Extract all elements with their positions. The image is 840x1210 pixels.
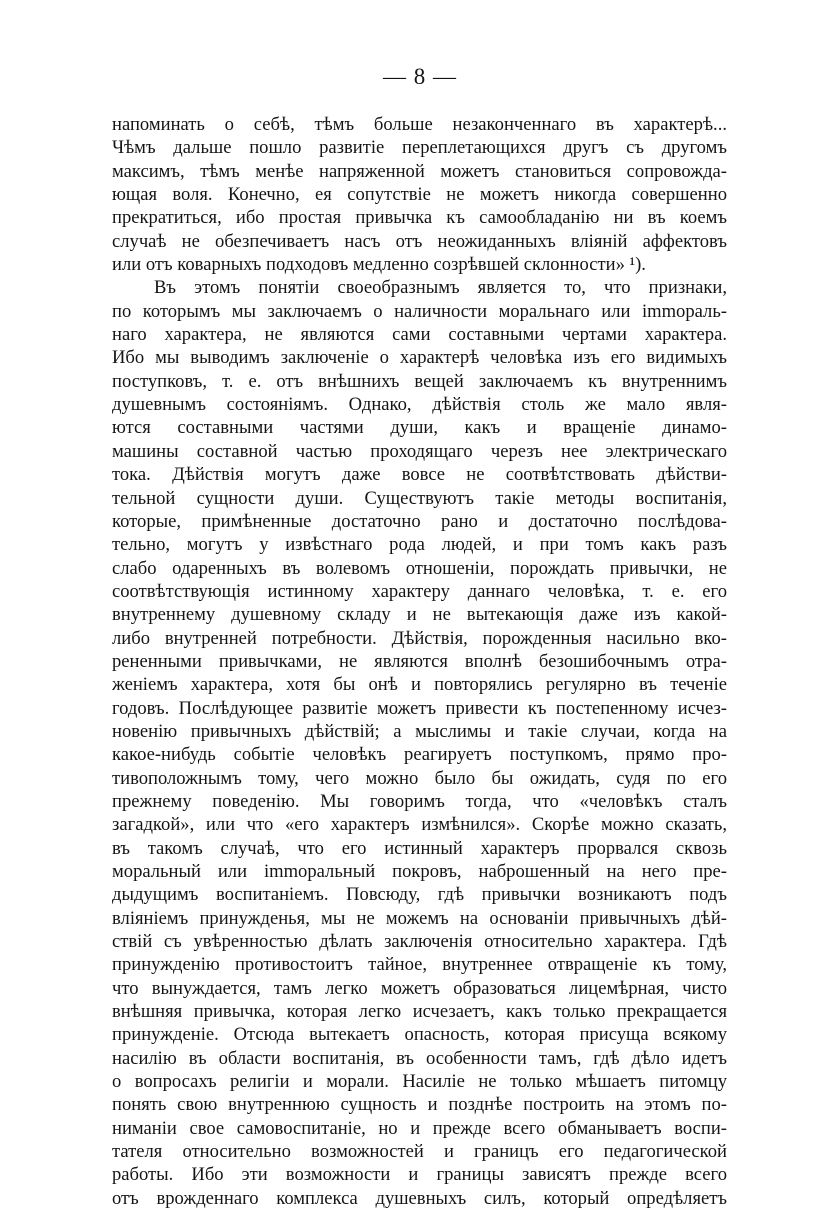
text-line: работы. Ибо эти возможности и границы зависятъ прежде всего <box>112 1164 727 1186</box>
text-line: рененными привычками, не являются вполнѣ безошибочнымъ отра- <box>112 650 727 672</box>
text-line: ствій съ увѣренностью дѣлать заключенія относительно характера. Гдѣ <box>112 931 727 953</box>
text-line: какое-нибудь событіе человѣкъ реагируетъ поступкомъ, прямо про- <box>112 744 727 766</box>
text-line: Чѣмъ дальше пошло развитіе переплетающихся другъ съ другомъ <box>112 137 727 159</box>
text-line: машины составной частью проходящаго черезъ нее электрическаго <box>112 440 727 462</box>
text-line: принужденіе. Отсюда вытекаетъ опасность, которая присуща всякому <box>112 1024 727 1046</box>
text-line: отъ врожденнаго комплекса душевныхъ силъ, который опредѣляетъ <box>112 1187 727 1209</box>
text-line: женіемъ характера, хотя бы онѣ и повторялись регулярно въ теченіе <box>112 674 727 696</box>
text-line: загадкой», или что «его характеръ измѣнился». Скорѣе можно сказать, <box>112 814 727 836</box>
text-line: тельно, могутъ у извѣстнаго рода людей, и при томъ какъ разъ <box>112 534 727 556</box>
text-line: въ такомъ случаѣ, что его истинный характеръ прорвался сквозь <box>112 837 727 859</box>
text-line: принужденію противостоитъ тайное, внутреннее отвращеніе къ тому, <box>112 954 727 976</box>
text-line: которые, примѣненные достаточно рано и достаточно послѣдова- <box>112 510 727 532</box>
text-line: понять свою внутреннюю сущность и позднѣе построить на этомъ по- <box>112 1094 727 1116</box>
text-line: тателя относительно возможностей и границъ его педагогической <box>112 1141 727 1163</box>
text-line: что вынуждается, тамъ легко можетъ образоваться лицемѣрная, чисто <box>112 977 727 999</box>
text-line: соотвѣтствующія истинному характеру даннаго человѣка, т. е. его <box>112 580 727 602</box>
body-text <box>112 113 727 1210</box>
text-line: наго характера, не являются сами составными чертами характера. <box>112 324 727 346</box>
text-line: о вопросахъ религіи и морали. Насиліе не только мѣшаетъ питомцу <box>112 1071 727 1093</box>
text-line: моральный или immоральный покровъ, наброшенный на него пре- <box>112 861 727 882</box>
text-line: ющая воля. Конечно, ея сопутствіе не можетъ никогда совершенно <box>112 184 727 206</box>
text-line: внутреннему душевному складу и не вытекающія даже изъ какой- <box>112 604 727 626</box>
text-line: внѣшняя привычка, которая легко исчезаетъ, какъ только прекращается <box>112 1001 727 1023</box>
text-line: прежнему поведенію. Мы говоримъ тогда, что «человѣкъ сталъ <box>112 790 727 812</box>
text-line: новенію привычныхъ дѣйствій; а мыслимы и такіе случаи, когда на <box>112 720 727 742</box>
text-line: тивоположнымъ тому, чего можно было бы ожидать, судя по его <box>112 767 727 789</box>
text-line: насилію въ области воспитанія, въ особенности тамъ, гдѣ дѣло идетъ <box>112 1047 727 1069</box>
text-line: напоминать о себѣ, тѣмъ больше незаконченнаго въ характерѣ... <box>112 114 727 135</box>
page-number: — 8 — <box>383 64 457 89</box>
text-line: Ибо мы выводимъ заключеніе о характерѣ человѣка изъ его видимыхъ <box>112 347 727 369</box>
text-line: душевнымъ состояніямъ. Однако, дѣйствія столь же мало явля- <box>112 394 727 416</box>
text-line: Въ этомъ понятіи своеобразнымъ является то, что признаки, <box>154 277 727 299</box>
text-line: ются составными частями души, какъ и вращеніе динамо- <box>112 417 727 439</box>
text-line: тельной сущности души. Существуютъ такіе методы воспитанія, <box>112 487 727 509</box>
text-line: дыдущимъ воспитаніемъ. Повсюду, гдѣ привычки возникаютъ подъ <box>112 884 727 906</box>
text-line: ниманіи свое самовоспитаніе, но и прежде всего обманываетъ воспи- <box>112 1117 727 1139</box>
text-line: случаѣ не обезпечиваетъ насъ отъ неожиданныхъ вліяній аффектовъ <box>112 230 727 252</box>
text-line: или отъ коварныхъ подходовъ медленно созрѣвшей склонности» ¹). <box>112 254 646 276</box>
text-line: годовъ. Послѣдующее развитіе можетъ привести къ постепенному исчез- <box>112 697 727 719</box>
text-line: максимъ, тѣмъ менѣе напряженной можетъ становиться сопровожда- <box>112 160 727 182</box>
text-line: поступковъ, т. е. отъ внѣшнихъ вещей заключаемъ къ внутреннимъ <box>112 370 727 392</box>
text-line: слабо одаренныхъ въ волевомъ отношеніи, порождать привычки, не <box>112 557 727 579</box>
text-line: тока. Дѣйствія могутъ даже вовсе не соотвѣтствовать дѣйстви- <box>112 464 727 486</box>
text-line: либо внутренней потребности. Дѣйствія, порожденныя насильно вко- <box>112 627 727 649</box>
text-line: по которымъ мы заключаемъ о наличности моральнаго или immораль- <box>112 300 727 322</box>
text-line: вліяніемъ принужденья, мы не можемъ на основаніи привычныхъ дѣй- <box>112 907 727 929</box>
text-line: прекратиться, ибо простая привычка къ самообладанію ни въ коемъ <box>112 207 727 229</box>
